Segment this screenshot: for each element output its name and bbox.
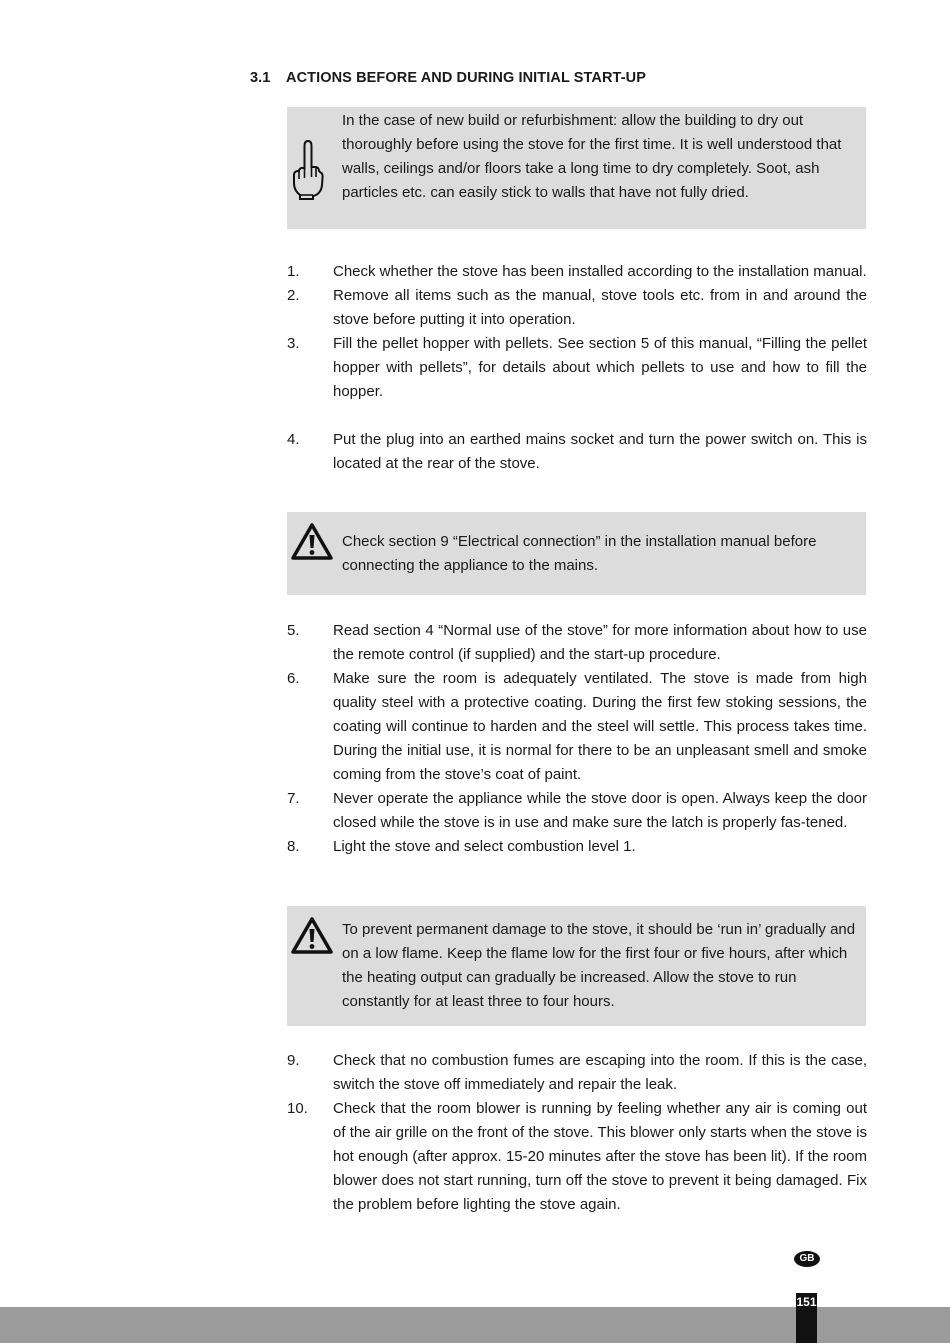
step-number: 10. (287, 1100, 308, 1117)
step-text: Light the stove and select combustion level 1. (333, 838, 636, 855)
step-number: 7. (287, 790, 300, 807)
steps-list-3 (287, 1049, 867, 1217)
list-item (287, 619, 867, 667)
section-number: 3.1 (250, 70, 271, 86)
warning-text-run-in: To prevent permanent damage to the stove, it should be ‘run in’ gradually and on a low flame. Keep the flame low for the first four or five hours, after which the heating output can gradually be increased. Allow the stove to run constantly for at least three to four hours. (342, 921, 856, 1010)
step-text: Fill the pellet hopper with pellets. See section 5 of this manual, “Filling the pellet hopper with pellets”, for details about which pellets to use and how to fill the hopper. (333, 335, 867, 400)
list-item (287, 428, 867, 476)
step-number: 3. (287, 335, 300, 352)
step-text: Make sure the room is adequately ventilated. The stove is made from high quality steel with a protective coating. During the first few stoking sessions, the coating will continue to harden and the steel will settle. This process takes time. During the initial use, it is normal for there to be an unpleasant smell and smoke coming from the stove’s coat of paint. (333, 670, 867, 783)
step-number: 5. (287, 622, 300, 639)
steps-list-2 (287, 619, 867, 859)
note-box-dry (287, 107, 866, 229)
list-item (287, 1097, 867, 1217)
step-text: Check whether the stove has been installed according to the installation manual. (333, 263, 867, 280)
step-number: 4. (287, 431, 300, 448)
steps-list-1 (287, 260, 867, 476)
warning-box-run-in (287, 906, 866, 1026)
section-heading (250, 70, 646, 86)
pointing-hand-icon (291, 139, 325, 206)
warning-triangle-icon (290, 916, 334, 961)
step-text: Put the plug into an earthed mains socket and turn the power switch on. This is located at the rear of the stove. (333, 431, 867, 472)
step-text: Never operate the appliance while the stove door is open. Always keep the door closed while the stove is in use and make sure the latch is properly fas-tened. (333, 790, 867, 831)
warning-text-electrical: Check section 9 “Electrical connection” in the installation manual before connecting the appliance to the mains. (342, 533, 817, 574)
list-item (287, 835, 867, 859)
list-item (287, 284, 867, 332)
list-item (287, 667, 867, 787)
note-text-dry: In the case of new build or refurbishment: allow the building to dry out thoroughly before using the stove for the first time. It is well understood that walls, ceilings and/or floors take a long time to dry completely. Soot, ash particles etc. can easily stick to walls that have not fully dried. (342, 112, 842, 201)
warning-box-electrical (287, 512, 866, 595)
step-number: 6. (287, 670, 300, 687)
step-text: Remove all items such as the manual, stove tools etc. from in and around the stove before putting it into operation. (333, 287, 867, 328)
step-number: 1. (287, 263, 300, 280)
language-badge: GB (794, 1251, 820, 1267)
list-item (287, 1049, 867, 1097)
step-text: Check that the room blower is running by feeling whether any air is coming out of the air grille on the front of the stove. This blower only starts when the stove is hot enough (after approx. 15-20 minutes after the stove has been lit). If the room blower does not start running, turn off the stove to prevent it being damaged. Fix the problem before lighting the stove again. (333, 1100, 867, 1213)
step-number: 2. (287, 287, 300, 304)
step-number: 9. (287, 1052, 300, 1069)
list-item (287, 332, 867, 404)
list-item (287, 260, 867, 284)
page-number: 151 (796, 1293, 817, 1343)
section-title: ACTIONS BEFORE AND DURING INITIAL START-UP (286, 70, 646, 86)
step-text: Check that no combustion fumes are escaping into the room. If this is the case, switch the stove off immediately and repair the leak. (333, 1052, 867, 1093)
step-number: 8. (287, 838, 300, 855)
list-item (287, 787, 867, 835)
warning-triangle-icon (290, 522, 334, 567)
step-text: Read section 4 “Normal use of the stove” for more information about how to use the remote control (if supplied) and the start-up procedure. (333, 622, 867, 663)
